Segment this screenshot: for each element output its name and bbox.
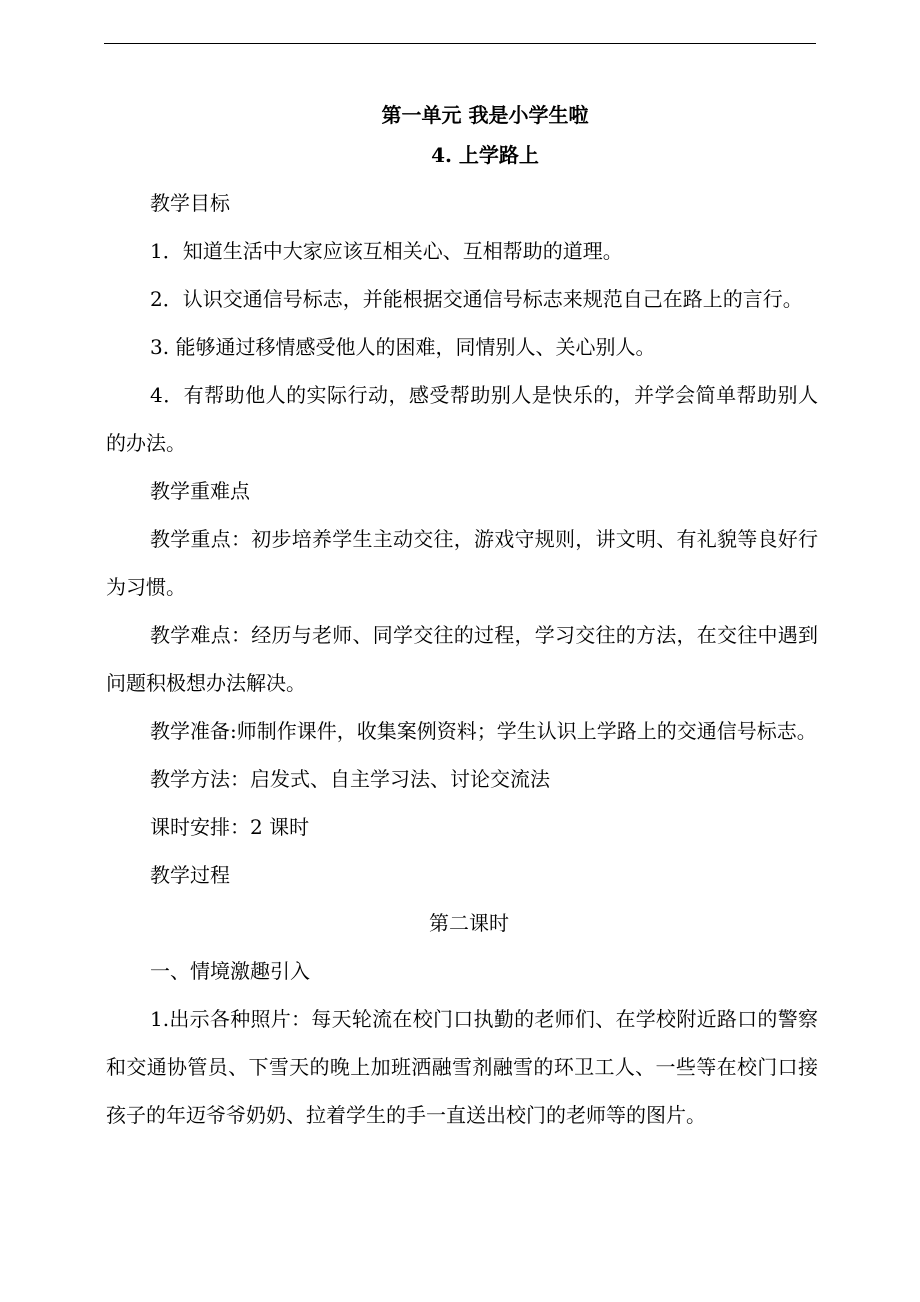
paragraph: 3. 能够通过移情感受他人的困难，同情别人、关心别人。 [150,335,656,359]
header-rule [104,43,816,44]
document-body [106,95,818,1139]
paragraph: 教学方法：启发式、自主学习法、讨论交流法 [150,767,550,791]
paragraph: 1．知道生活中大家应该互相关心、互相帮助的道理。 [150,239,623,263]
paragraph: 教学难点：经历与老师、同学交往的过程，学习交往的方法，在交往中遇到问题积极想办法解决。 [106,623,818,695]
lesson-title: 4. 上学路上 [431,143,539,167]
paragraph: 2．认识交通信号标志，并能根据交通信号标志来规范自己在路上的言行。 [150,287,803,311]
body-paragraph: 1.出示各种照片：每天轮流在校门口执勤的老师们、在学校附近路口的警察和交通协管员、下雪天的晚上加班洒融雪剂融雪的环卫工人、一些等在校门口接孩子的年迈爷爷奶奶、拉着学生的手一直送出校门的老师等的图片。 [106,1007,818,1127]
paragraph: 4．有帮助他人的实际行动，感受帮助别人是快乐的，并学会简单帮助别人的办法。 [106,383,818,455]
paragraph: 教学过程 [150,863,230,887]
paragraph: 教学目标 [150,191,230,215]
paragraph: 教学重难点 [150,479,250,503]
section-heading: 一、情境激趣引入 [150,959,310,983]
paragraph: 课时安排：2 课时 [150,815,310,839]
unit-title: 第一单元 我是小学生啦 [381,103,589,127]
session-heading: 第二课时 [429,911,509,935]
paragraph: 教学准备:师制作课件，收集案例资料；学生认识上学路上的交通信号标志。 [150,719,817,743]
paragraph: 教学重点：初步培养学生主动交往，游戏守规则，讲文明、有礼貌等良好行为习惯。 [106,527,818,599]
